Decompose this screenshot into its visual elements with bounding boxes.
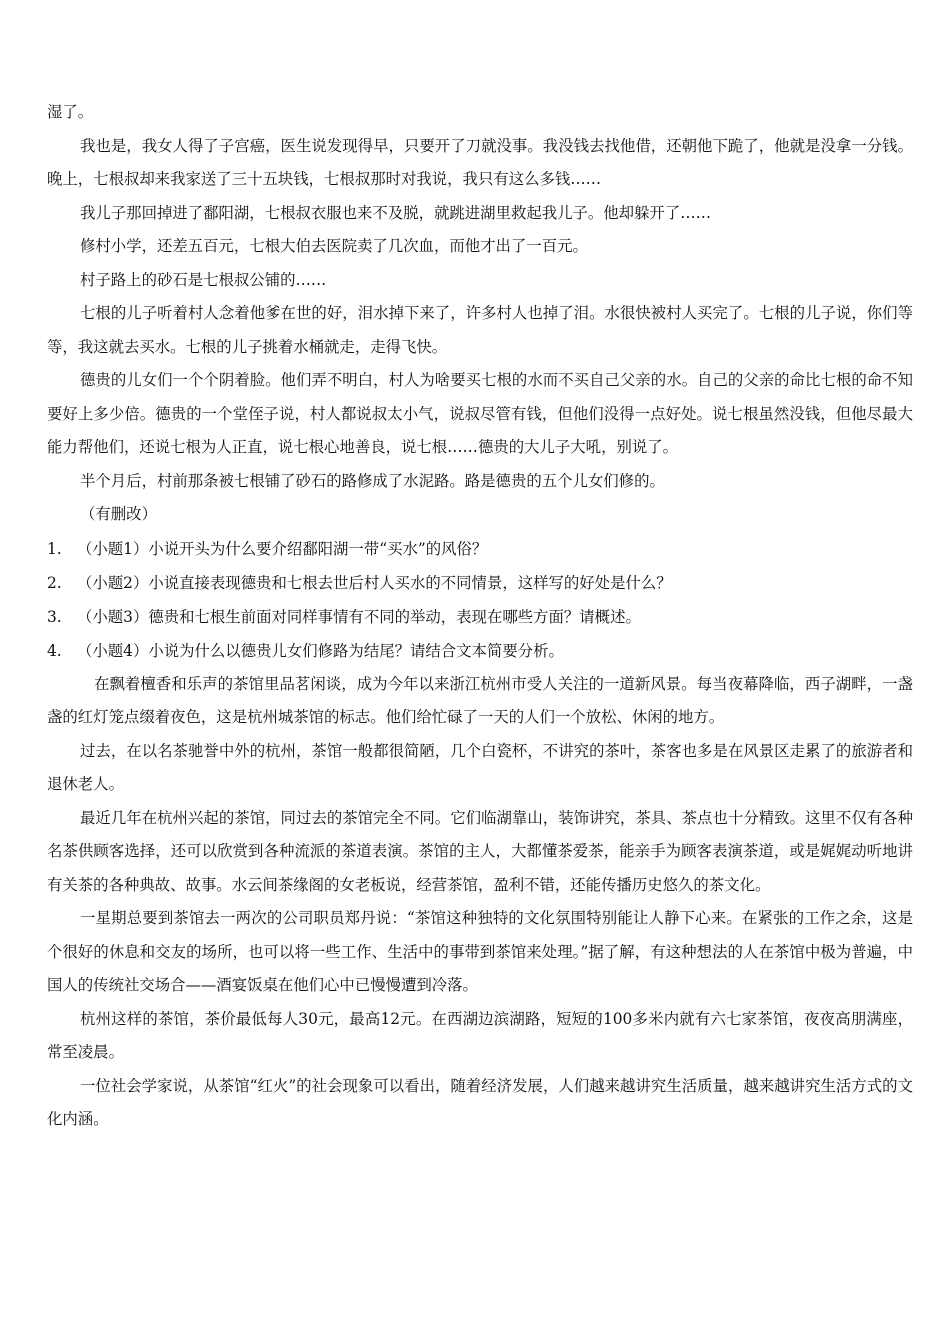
question-text: （小题4）小说为什么以德贵儿女们修路为结尾？请结合文本简要分析。	[77, 641, 564, 660]
article-paragraph: 在飘着檀香和乐声的茶馆里品茗闲谈，成为今年以来浙江杭州市受人关注的一道新风景。每当夜幕降临，西子湖畔，一盏盏的红灯笼点缀着夜色，这是杭州城茶馆的标志。他们给忙碌了一天的人们一个放松、休闲的地方。	[47, 674, 913, 726]
question-number: 3.	[47, 607, 62, 626]
story-paragraph: 湿了。	[47, 103, 94, 121]
story-paragraph: 七根的儿子听着村人念着他爹在世的好，泪水掉下来了，许多村人也掉了泪。水很快被村人买完了。七根的儿子说，你们等等，我这就去买水。七根的儿子挑着水桶就走，走得飞快。	[47, 304, 913, 356]
question-item	[47, 566, 913, 600]
article-paragraph: 杭州这样的茶馆，茶价最低每人30元，最高12元。在西湖边滨湖路，短短的100多米内就有六七家茶馆，夜夜高朋满座，常至凌晨。	[47, 1009, 913, 1061]
question-list	[47, 532, 913, 668]
story-paragraph: 德贵的儿女们一个个阴着脸。他们弄不明白，村人为啥要买七根的水而不买自己父亲的水。自己的父亲的命比七根的命不知要好上多少倍。德贵的一个堂侄子说，村人都说叔太小气，说叔尽管有钱，但他们没得一点好处。说七根虽然没钱，但他尽最大能力帮他们，还说七根为人正直，说七根心地善良，说七根……德贵的大儿子大吼，别说了。	[47, 371, 913, 456]
question-number: 1.	[47, 539, 62, 558]
question-number: 4.	[47, 641, 62, 660]
story-paragraph: 我也是，我女人得了子宫癌，医生说发现得早，只要开了刀就没事。我没钱去找他借，还朝他下跪了，他就是没拿一分钱。晚上，七根叔却来我家送了三十五块钱，七根叔那时对我说，我只有这么多钱……	[47, 136, 913, 188]
story-paragraph: 村子路上的砂石是七根叔公铺的……	[80, 270, 327, 289]
question-text: （小题3）德贵和七根生前面对同样事情有不同的举动，表现在哪些方面？请概述。	[77, 607, 641, 626]
document-page	[47, 96, 913, 1137]
article-paragraph: 过去，在以名茶驰誉中外的杭州，茶馆一般都很简陋，几个白瓷杯，不讲究的茶叶，茶客也多是在风景区走累了的旅游者和退休老人。	[47, 741, 913, 793]
question-number: 2.	[47, 573, 62, 592]
question-item	[47, 634, 913, 668]
article-paragraph: 最近几年在杭州兴起的茶馆，同过去的茶馆完全不同。它们临湖靠山，装饰讲究，茶具、茶点也十分精致。这里不仅有各种名茶供顾客选择，还可以欣赏到各种流派的茶道表演。茶馆的主人，大都懂茶爱茶，能亲手为顾客表演茶道，或是娓娓动听地讲有关茶的各种典故、故事。水云间茶缘阁的女老板说，经营茶馆，盈利不错，还能传播历史悠久的茶文化。	[47, 808, 913, 894]
article-paragraph: 一星期总要到茶馆去一两次的公司职员郑丹说：“茶馆这种独特的文化氛围特别能让人静下心来。在紧张的工作之余，这是个很好的休息和交友的场所，也可以将一些工作、生活中的事带到茶馆来处理。”据了解，有这种想法的人在茶馆中极为普遍，中国人的传统社交场合——酒宴饭桌在他们心中已慢慢遭到冷落。	[47, 909, 913, 994]
story-paragraph: 半个月后，村前那条被七根铺了砂石的路修成了水泥路。路是德贵的五个儿女们修的。	[80, 471, 665, 490]
question-text: （小题1）小说开头为什么要介绍鄱阳湖一带“买水”的风俗？	[77, 539, 488, 558]
story-paragraph: 修村小学，还差五百元，七根大伯去医院卖了几次血，而他才出了一百元。	[80, 237, 588, 255]
question-text: （小题2）小说直接表现德贵和七根去世后村人买水的不同情景，这样写的好处是什么？	[77, 573, 672, 592]
tea-house-article	[47, 668, 913, 1137]
question-item	[47, 532, 913, 566]
article-paragraph: 一位社会学家说，从茶馆“红火”的社会现象可以看出，随着经济发展，人们越来越讲究生活质量，越来越讲究生活方式的文化内涵。	[47, 1076, 913, 1128]
story-excerpt	[47, 96, 913, 532]
question-item	[47, 600, 913, 634]
story-paragraph: 我儿子那回掉进了鄱阳湖，七根叔衣服也来不及脱，就跳进湖里救起我儿子。他却躲开了……	[80, 203, 712, 222]
source-note: （有删改）	[80, 505, 157, 523]
